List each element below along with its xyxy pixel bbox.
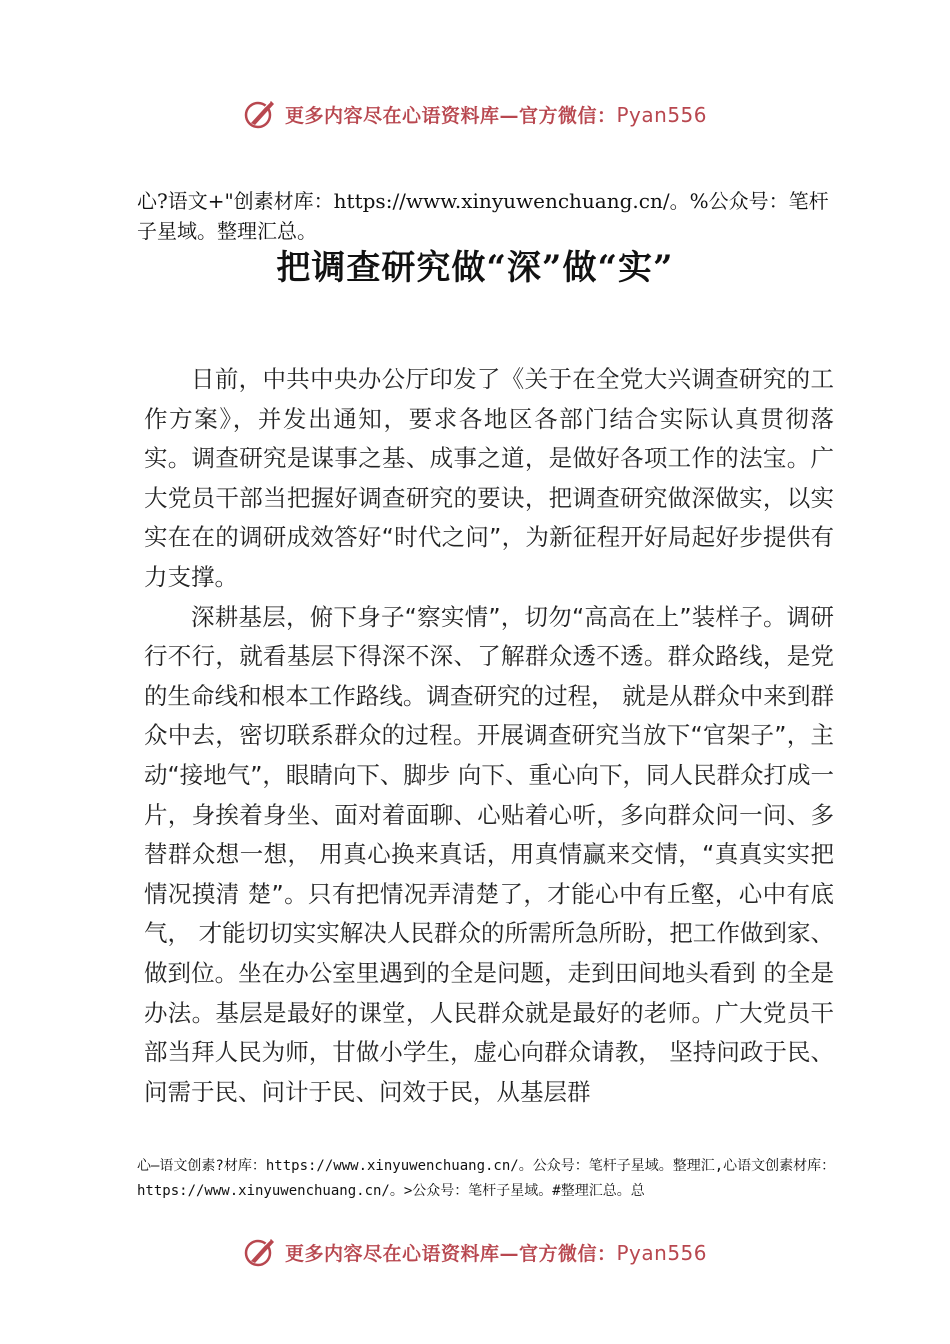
banner-text xyxy=(285,1239,707,1266)
header-source-note: 心?语文+"创素材库：https://www.xinyuwenchuang.cn/。%公众号：笔杆子星域。整理汇总。 xyxy=(137,189,829,243)
banner-wechat-id: Pyan556 xyxy=(616,102,708,127)
paragraph-1: 日前，中共中央办公厅印发了《关于在全党大兴调查研究的工作方案》，并发出通知，要求各地区各部门结合实际认真贯彻落实。调查研究是谋事之基、成事之道，是做好各项工作的法宝。广大党员干部当把握好调查研究的要诀，把调查研究做深做实，以实实在在的调研成效答好“时代之问”，为新征程开好局起好步提供有力支撑。 xyxy=(144,365,834,591)
top-banner xyxy=(0,94,950,134)
banner-label: 更多内容尽在心语资料库—官方微信： xyxy=(284,1242,617,1265)
document-title: 把调查研究做“深”做“实” xyxy=(276,248,674,288)
quill-logo-icon xyxy=(243,97,277,131)
banner-label: 更多内容尽在心语资料库—官方微信： xyxy=(284,104,617,127)
banner-wechat-id: Pyan556 xyxy=(616,1240,708,1265)
quill-logo-icon xyxy=(243,1235,277,1269)
paragraph-2: 深耕基层，俯下身子“察实情”，切勿“高高在上”装样子。调研行不行，就看基层下得深不深、了解群众透不透。群众路线，是党的生命线和根本工作路线。调查研究的过程， 就是从群众中来到群众中去，密切联系群众的过程。开展调查研究当放下“官架子”，主动“接地气”，眼睛向下、脚步 向下、重心向下，同人民群众打成一片，身挨着身坐、面对着面聊、心贴着心听，多向群众问一问、多替群众想一想， 用真心换来真话，用真情赢来交情，“真真实实把情况摸清 楚”。只有把情况弄清楚了，才能心中有丘壑，心中有底气， 才能切切实实解决人民群众的所需所急所盼，把工作做到家、做到位。坐在办公室里遇到的全是问题，走到田间地头看到 的全是办法。基层是最好的课堂，人民群众就是最好的老师。广大党员干部当拜人民为师，甘做小学生，虚心向群众请教， 坚持问政于民、问需于民、问计于民、问效于民，从基层群 xyxy=(144,602,834,1106)
footer-source-note: 心—语文创素?材库：https://www.xinyuwenchuang.cn/。公众号：笔杆子星域。整理汇,心语文创素材库：https://www.xinyuwenchuang.cn/。>公众号：笔杆子星域。#整理汇总。总 xyxy=(137,1158,836,1199)
bottom-banner xyxy=(0,1232,950,1272)
article-body xyxy=(144,360,834,1112)
banner-text xyxy=(285,101,707,128)
